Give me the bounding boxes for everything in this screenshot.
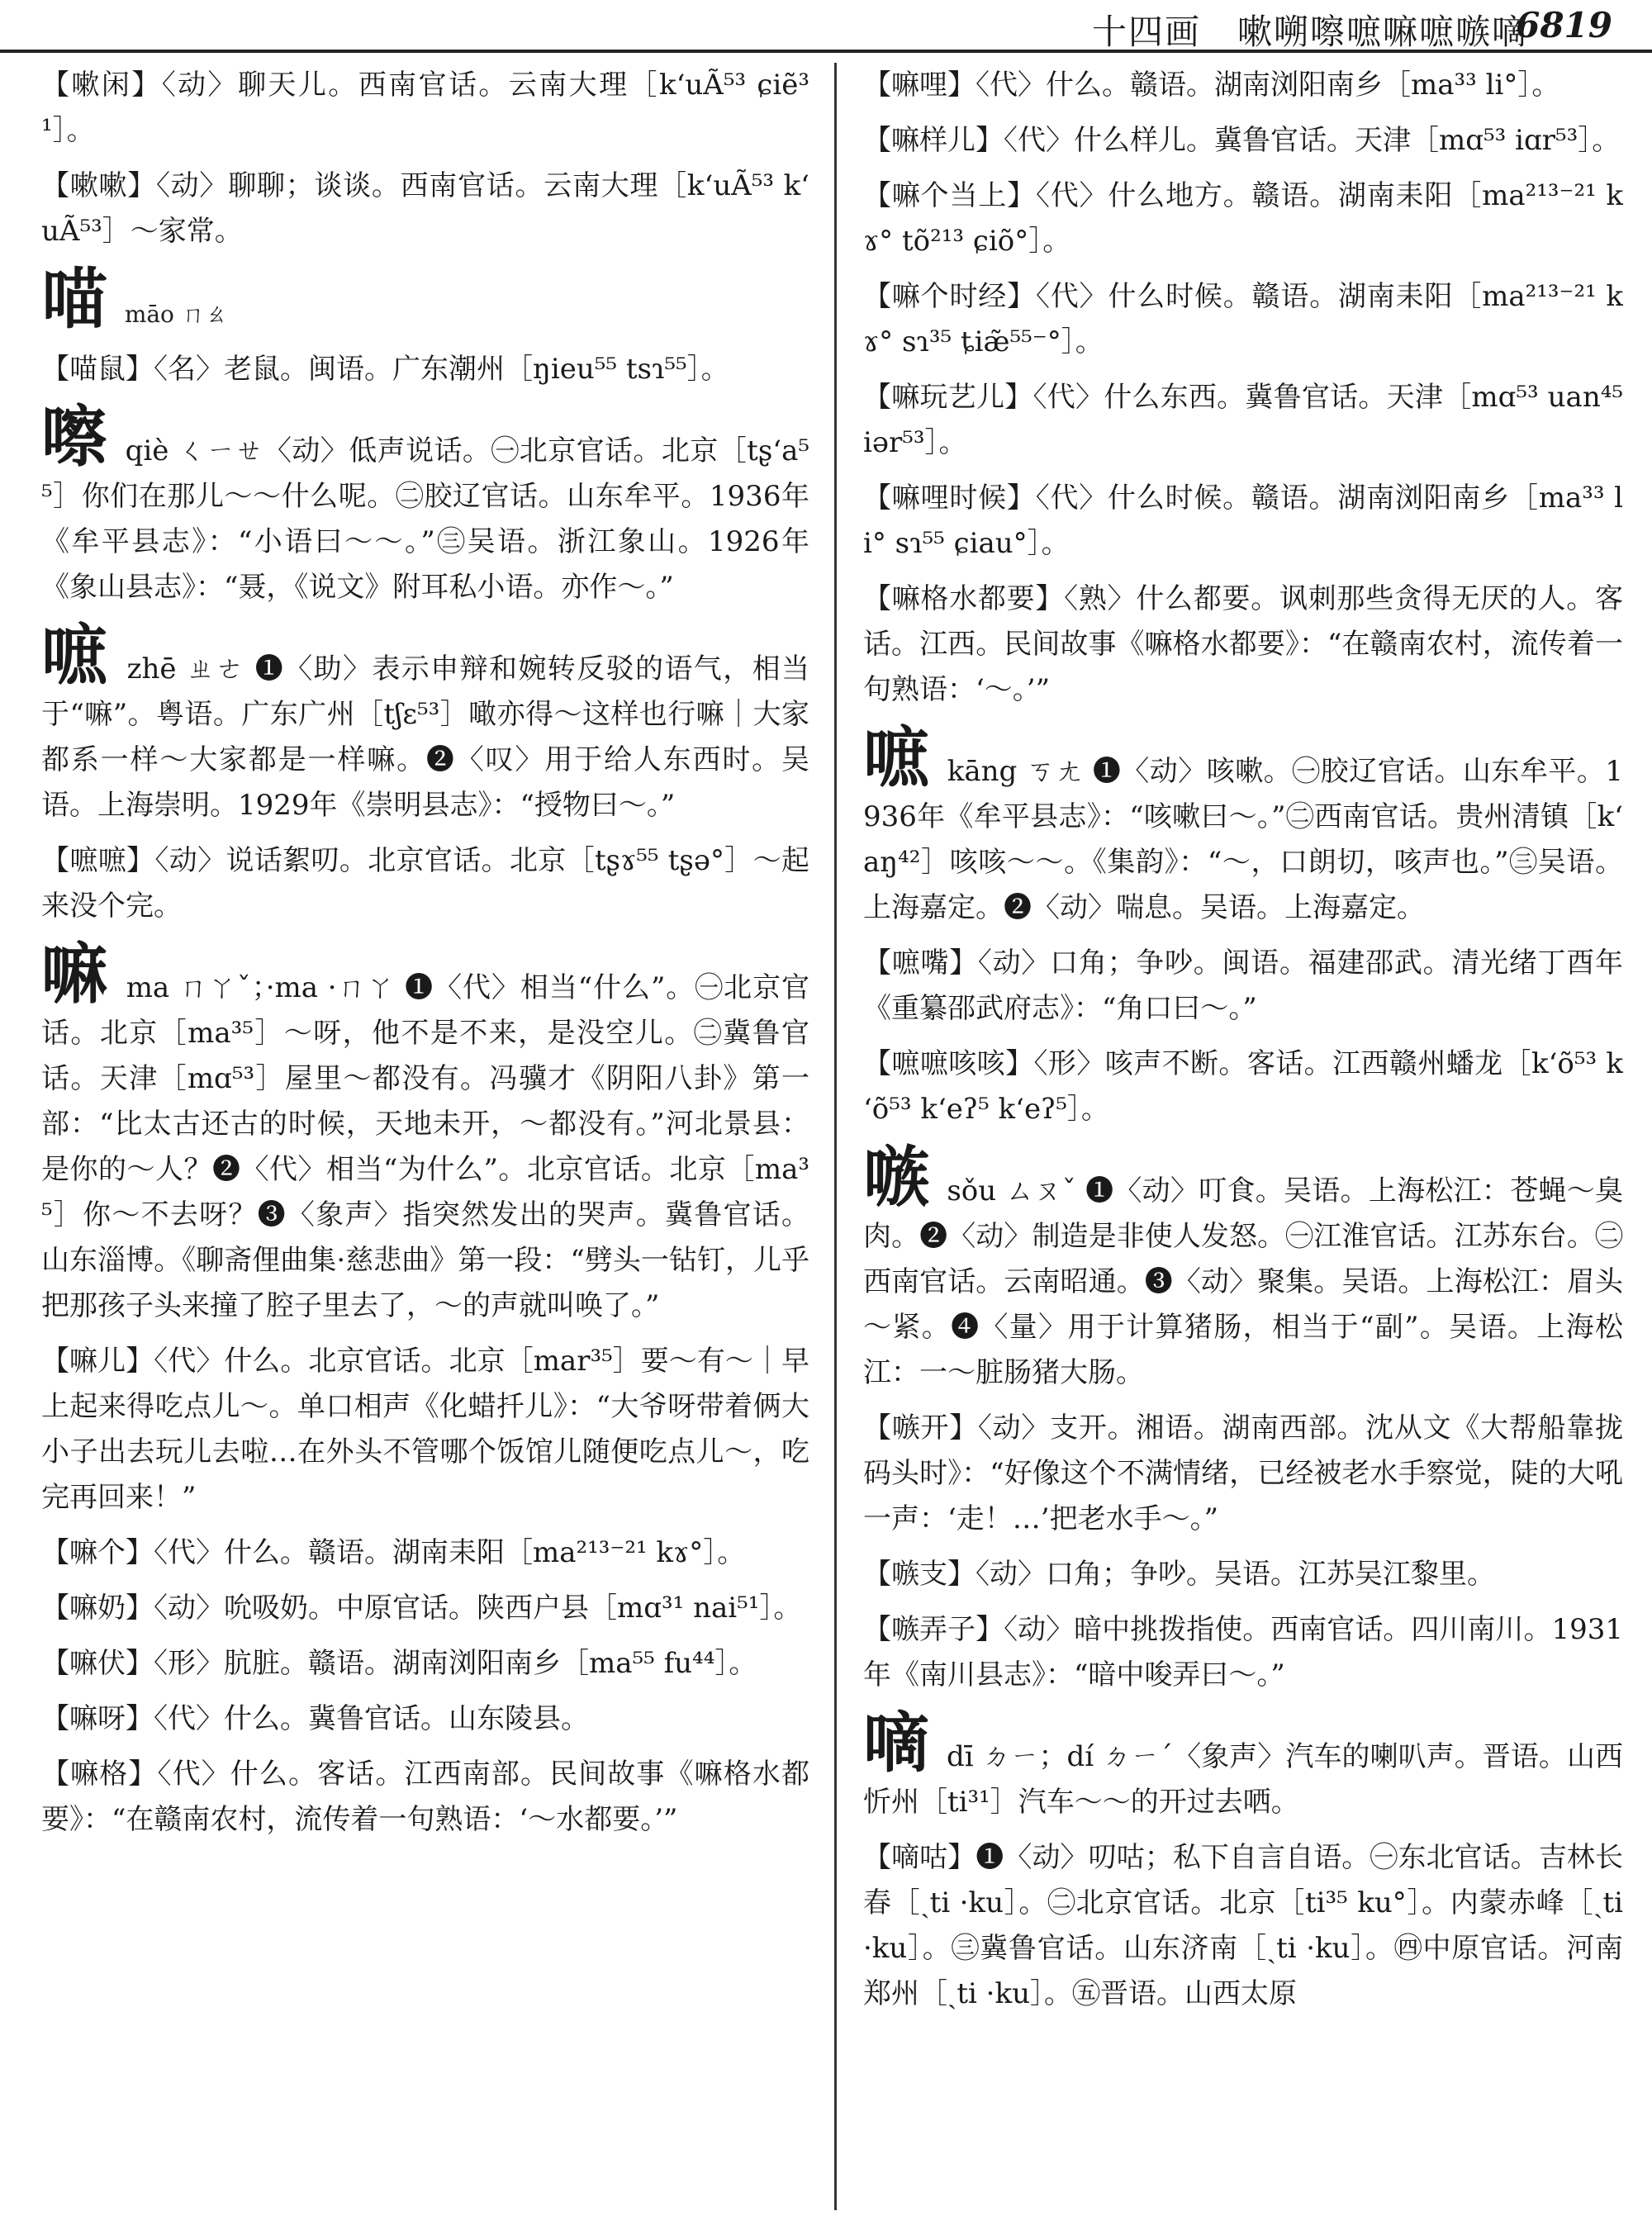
dictionary-entry: 【嗻嗻咳咳】〈形〉咳声不断。客话。江西赣州蟠龙［kʻõ⁵³ kʻõ⁵³ kʻeʔ⁵ kʻeʔ⁵］。: [863, 1047, 1623, 1126]
dictionary-entry: 【嗽闲】〈动〉聊天儿。西南官话。云南大理［kʻuÃ⁵³ ɕiẽ³¹］。: [41, 69, 809, 147]
dictionary-entry: 【嘛哩时候】〈代〉什么时候。赣语。湖南浏阳南乡［ma³³ li° sɿ⁵⁵ ɕiau°］。: [863, 482, 1623, 560]
headword-character: 嘛: [41, 935, 108, 1013]
headword-definition: sǒu ㄙㄡˇ ❶〈动〉叮食。吴语。上海松江：苍蝇～臭肉。❷〈动〉制造是非使人发怒。㊀江淮官话。江苏东台。㊁西南官话。云南昭通。❸〈动〉聚集。吴语。上海松江：眉头～紧。❹〈量〉用于计算猪肠，相当于“副”。吴语。上海松江：一～脏肠猪大肠。: [863, 1174, 1623, 1389]
headword-entry: [863, 719, 1623, 931]
headword-character: 喵: [41, 260, 107, 338]
headword-entry: [863, 1704, 1623, 1825]
headword-character: 嘀: [863, 1704, 930, 1782]
headword-definition: dī ㄉㄧ；dí ㄉㄧˊ〈象声〉汽车的喇叭声。晋语。山西忻州［ti³¹］汽车～～的开过去哂。: [863, 1740, 1623, 1819]
dictionary-entry: 【嘛个时经】〈代〉什么时候。赣语。湖南耒阳［ma²¹³⁻²¹ kɤ° sɿ³⁵ ȶiæ̃⁵⁵⁻°］。: [863, 280, 1623, 358]
headword-entry: [41, 398, 809, 610]
headword-character: 嗻: [41, 616, 109, 694]
page-header: [0, 0, 1652, 53]
dictionary-entry: 【嘛玩艺儿】〈代〉什么东西。冀鲁官话。天津［mɑ⁵³ uan⁴⁵ iər⁵³］。: [863, 381, 1623, 459]
dictionary-entry: 【嗾支】〈动〉口角；争吵。吴语。江苏吴江黎里。: [863, 1558, 1495, 1591]
headword-pinyin: māo ㄇㄠ: [124, 301, 228, 328]
headword-definition: kāng ㄎㄤ ❶〈动〉咳嗽。㊀胶辽官话。山东牟平。1936年《牟平县志》：“咳嗽曰～。”㊁西南官话。贵州清镇［kʻaŋ⁴²］咳咳～～。《集韵》：“～，口朗切，咳声也。”㊂吴语。上海嘉定。❷〈动〉喘息。吴语。上海嘉定。: [863, 755, 1623, 924]
dictionary-entry: 【嗾开】〈动〉支开。湘语。湖南西部。沈从文《大帮船靠拢码头时》：“好像这个不满情绪，已经被老水手察觉，陡的大吼一声：‘走！…’把老水手～。”: [863, 1412, 1623, 1535]
headword-definition: zhē ㄓㄜ ❶〈助〉表示申辩和婉转反驳的语气，相当于“嘛”。粤语。广东广州［tʃɛ⁵³］噉亦得～这样也行嘛｜大家都系一样～大家都是一样嘛。❷〈叹〉用于给人东西时。吴语。上海崇明。1929年《崇明县志》：“授物曰～。”: [41, 652, 809, 822]
dictionary-entry: 【喵鼠】〈名〉老鼠。闽语。广东潮州［ŋieu⁵⁵ tsɿ⁵⁵］。: [41, 353, 729, 386]
headword-entry: [41, 935, 809, 1329]
dictionary-entry: 【嘛个当上】〈代〉什么地方。赣语。湖南耒阳［ma²¹³⁻²¹ kɤ° tõ²¹³ ɕiõ°］。: [863, 179, 1623, 258]
dictionary-entry: 【嗻嗻】〈动〉说话絮叨。北京官话。北京［tʂɤ⁵⁵ tʂə°］～起来没个完。: [41, 844, 809, 923]
column-divider: [834, 63, 837, 2210]
headword-character: 嚓: [41, 398, 108, 476]
headword-character: 嗾: [863, 1138, 930, 1216]
dictionary-entry: 【嗾弄子】〈动〉暗中挑拨指使。西南官话。四川南川。1931年《南川县志》：“暗中唆弄曰～。”: [863, 1613, 1623, 1691]
dictionary-entry: 【嘛个】〈代〉什么。赣语。湖南耒阳［ma²¹³⁻²¹ kɤ°］。: [41, 1536, 746, 1569]
headword-entry: [863, 1138, 1623, 1396]
headword-entry: [41, 616, 809, 828]
left-column: [41, 63, 809, 2210]
dictionary-entry: 【嘛呀】〈代〉什么。冀鲁官话。山东陵县。: [41, 1702, 589, 1735]
dictionary-entry: 【嘛格】〈代〉什么。客话。江西南部。民间故事《嘛格水都要》：“在赣南农村，流传着一句熟语：‘～水都要。’”: [41, 1758, 809, 1836]
page-number: 6819: [1516, 5, 1612, 45]
dictionary-entry: 【嘀咕】❶〈动〉叨咕；私下自言自语。㊀东北官话。吉林长春［ˏti ·ku］。㊁北京官话。北京［ti³⁵ ku°］。内蒙赤峰［ˏti ·ku］。㊂冀鲁官话。山东济南［ˏti ·ku］。㊃中原官话。河南郑州［ˏti ·ku］。㊄晋语。山西太原: [863, 1841, 1623, 2010]
dictionary-entry: 【嗻嘴】〈动〉口角；争吵。闽语。福建邵武。清光绪丁酉年《重纂邵武府志》：“角口曰～。”: [863, 947, 1623, 1025]
dictionary-entry: 【嘛伏】〈形〉肮脏。赣语。湖南浏阳南乡［ma⁵⁵ fu⁴⁴］。: [41, 1647, 757, 1680]
headword-definition: ma ㄇㄚˇ；·ma ·ㄇㄚ ❶〈代〉相当“什么”。㊀北京官话。北京［ma³⁵］～呀，他不是不来，是没空儿。㊁冀鲁官话。天津［mɑ⁵³］屋里～都没有。冯骥才《阴阳八卦》第一部：“比太古还古的时候，天地未开，～都没有。”河北景县：是你的～人？❷〈代〉相当“为什么”。北京官话。北京［ma³⁵］你～不去呀？❸〈象声〉指突然发出的哭声。冀鲁官话。山东淄博。《聊斋俚曲集·慈悲曲》第一段：“劈头一钻钉，儿乎把那孩子头来撞了腔子里去了，～的声就叫唤了。”: [41, 971, 809, 1322]
headword-definition: qiè ㄑㄧㄝ〈动〉低声说话。㊀北京官话。北京［tʂʻa⁵⁵］你们在那儿～～什么呢。㊁胶辽官话。山东牟平。1936年《牟平县志》：“小语曰～～。”㊂吴语。浙江象山。1926年《象山县志》：“聂，《说文》附耳私小语。亦作～。”: [41, 434, 809, 604]
running-head: 十四画 嗽嗍嚓嗻嘛嗻嗾嘀: [1091, 12, 1528, 52]
dictionary-entry: 【嘛哩】〈代〉什么。赣语。湖南浏阳南乡［ma³³ li°］。: [863, 69, 1560, 102]
headword-entry: [41, 260, 809, 338]
dictionary-entry: 【嘛样儿】〈代〉什么样儿。冀鲁官话。天津［mɑ⁵³ iɑr⁵³］。: [863, 124, 1621, 157]
dictionary-entry: 【嗽嗽】〈动〉聊聊；谈谈。西南官话。云南大理［kʻuÃ⁵³ kʻuÃ⁵³］～家常。: [41, 169, 809, 248]
dictionary-entry: 【嘛格水都要】〈熟〉什么都要。讽刺那些贪得无厌的人。客话。江西。民间故事《嘛格水都要》：“在赣南农村，流传着一句熟语：‘～。’”: [863, 582, 1623, 706]
headword-character: 嗻: [863, 719, 930, 796]
dictionary-entry: 【嘛奶】〈动〉吮吸奶。中原官话。陕西户县［mɑ³¹ nai⁵¹］。: [41, 1592, 802, 1625]
dictionary-entry: 【嘛儿】〈代〉什么。北京官话。北京［mar³⁵］要～有～｜早上起来得吃点儿～。单口相声《化蜡扦儿》：“大爷呀带着俩大小子出去玩儿去啦…在外头不管哪个饭馆儿随便吃点儿～，吃完再回来！”: [41, 1345, 809, 1514]
right-column: [863, 63, 1623, 2210]
